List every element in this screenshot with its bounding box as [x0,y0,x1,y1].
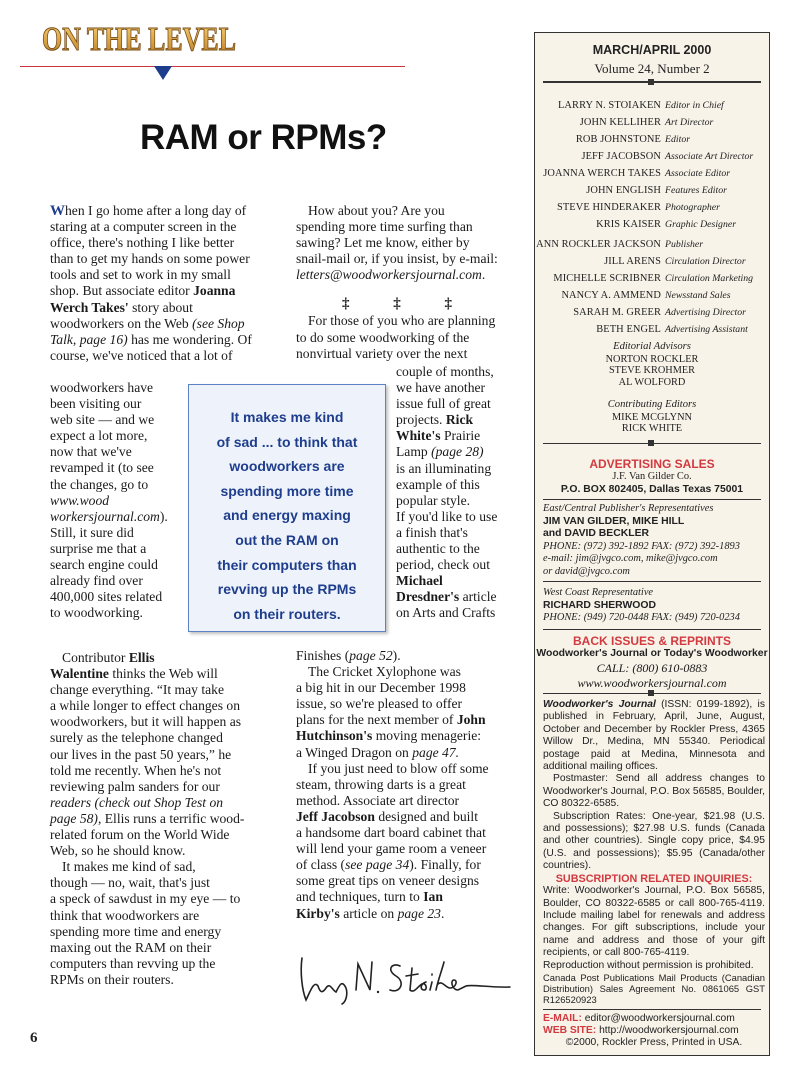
advertising-heading: ADVERTISING SALES [589,457,715,471]
pull-quote-text: It makes me kind of sad ... to think that woodworkers are spending more time and energy maxing out the RAM on their computers than revving up the RPMs on their routers. [216,409,358,622]
contributing-list: MIKE MCGLYNN RICK WHITE [612,412,692,435]
masthead-divider [543,1009,761,1010]
east-email[interactable]: e-mail: jim@jvgco.com, mike@jvgco.com [543,553,718,565]
article-column-2-wrap: couple of months, we have another issue full of great projects. Rick White's Prairie Lamp (page 28) is an illuminating example of this popular style. If you'd like to use a finish that's authentic to the period, check out Michael Dresdner's article on Arts and Crafts [396,364,498,621]
staff-row: LARRY N. STOIAKEN Editor in Chief [557,100,724,111]
column-logo-text: ON THE LEVEL [42,21,236,58]
business-row: MICHELLE SCRIBNER Circulation Marketing [553,273,754,284]
masthead-divider-dot [648,440,654,446]
issue-volume: Volume 24, Number 2 [594,61,710,76]
subscription-heading: SUBSCRIPTION RELATED INQUIRIES: [555,872,753,885]
staff-row: ROB JOHNSTONE Editor [575,134,691,145]
publication-notice: Woodworker's Journal (ISSN: 0199-1892), is published in February, April, June, August, October and December by Rockler Press, 4365 Willow Dr., Medina, MN 55340. Periodical postage paid at Medina, Minnesota and additional mailing offices. Postmaster: Send all address changes to Woodworker's Journal, P.O. Box 56585, Boulder, CO 80322-6585. Subscription Rates: One-year, $21.98 (U.S. and possessions); $27.98 U.S. funds (Canada and other countries). Single copy price, $4.95 (U.S. and possessions); $5.95 (Canada/other countries). SUBSCRIPTION RELATED INQUIRIES: Write: Woodworker's Journal, P.O. Box 56585, Boulder, CO 80322-6585 or call 800-765-4119. Include mailing label for renewals and address changes. For gift subscriptions, include your name and address and those of your gift recipients, or call 800-765-4119. Reproduction without permission is prohibited. Canada Post Publications Mail Products (Canadian Distribution) Sales Agreement No. 0861065 GST R126520923 [543,699,765,1005]
editor-signature [296,950,526,1006]
website-link[interactable]: http://woodworkersjournal.com [599,1025,739,1037]
pull-quote-box [188,384,386,632]
masthead-divider-dot [648,690,654,696]
staff-row: STEVE HINDERAKER Photographer [556,202,720,213]
east-reps: East/Central Publisher's Representatives JIM VAN GILDER, MIKE HILL and DAVID BECKLER PHONE: (972) 392-1892 FAX: (972) 392-1893 e-mail: jim@jvgco.com, mike@jvgco.com or david@jvgco.com [543,503,765,579]
letters-email-link[interactable]: letters@woodworkersjournal.com [296,267,482,283]
article-column-2: How about you? Are you spending more time surfing than sawing? Let me know, either by snail-mail or, if you insist, by e-mail: letters@woodworkersjournal.com. For those of you who are planning to do some woodworking of the nonvirtual variety over the next [296,203,498,361]
contributing-heading: Contributing Editors [607,399,697,410]
business-row: ANN ROCKLER JACKSON Publisher [536,239,704,250]
staff-row: JOHN ENGLISH Features Editor [586,185,727,196]
staff-row: JEFF JACOBSON Associate Art Director [581,151,754,162]
business-row: BETH ENGEL Advertising Assistant [596,324,748,335]
masthead-divider [543,629,761,630]
advisors-heading: Editorial Advisors [613,341,691,352]
editor-email[interactable]: editor@woodworkersjournal.com [584,1013,735,1024]
masthead [534,32,770,1056]
advertising-company: J.F. Van Gilder Co. [612,471,692,482]
back-issues-sub: Woodworker's Journal or Today's Woodworker [536,648,768,659]
masthead-divider [543,581,761,582]
business-row: SARAH M. GREER Advertising Director [573,307,746,318]
masthead-divider [543,499,761,500]
header-triangle [154,66,172,80]
drop-initial: W [50,203,65,219]
page-number: 6 [30,1030,38,1046]
header-rule [20,66,405,67]
masthead-footer: E-MAIL: editor@woodworkersjournal.com WEB SITE: http://woodworkersjournal.com ©2000, Rockler Press, Printed in USA. [543,1013,743,1049]
advertising-address: P.O. BOX 802405, Dallas Texas 75001 [560,484,744,495]
staff-row: JOANNA WERCH TAKES Associate Editor [543,168,731,179]
headline: RAM or RPMs? [140,118,387,157]
issue-date: MARCH/APRIL 2000 [592,43,712,57]
masthead-divider-dot [648,79,654,85]
column-logo [40,14,240,58]
staff-row: KRIS KAISER Graphic Designer [596,219,737,230]
article-column-2-lower: Finishes (page 52). The Cricket Xylophone was a big hit in our December 1998 issue, so we're pleased to offer plans for the next member of John Hutchinson's moving menagerie: a Winged Dragon on page 47. If you just need to blow off some steam, throwing darts is a great method. Associate art director Jeff Jacobson designed and built a handsome dart board cabinet that will lend your game room a veneer of class (see page 34). Finally, for some great tips on veneer designs and techniques, turn to Ian Kirby's article on page 23. [296,648,489,921]
west-rep: West Coast Representative RICHARD SHERWOOD PHONE: (949) 720-0448 FAX: (949) 720-0234 [543,587,740,624]
back-issues-call: CALL: (800) 610-0883 [596,661,708,675]
article-column-1-lower: Contributor Ellis Walentine thinks the Web will change everything. “It may take a while longer to effect changes on woodworkers, but it will happen as surely as the telephone changed our lives in the past 50 years,” he told me recently. When he's not reviewing palm sanders for our readers (check out Shop Test on page 58), Ellis runs a terrific wood- related forum on the World Wide Web, so he should know. It makes me kind of sad, though — no, wait, that's just a speck of sawdust in my eye — to think that woodworkers are spending more time and energy maxing out the RAM on their computers than revving up the RPMs on their routers. [50,650,245,987]
advisors-list: NORTON ROCKLER STEVE KROHMER AL WOLFORD [605,354,699,388]
article-column-1: When I go home after a long day of staring at a computer screen in the office, there's nothing I like better than to get my hands on some power tools and set to work in my small shop. But associate editor Joanna Werch Takes' story about woodworkers on the Web (see Shop Talk, page 16) has me wondering. Of course, we've noticed that a lot of [50,203,252,363]
business-row: JILL ARENS Circulation Director [604,256,746,267]
business-row: NANCY A. AMMEND Newsstand Sales [561,290,731,301]
staff-row: JOHN KELLIHER Art Director [579,117,714,128]
article-column-1-wrap: woodworkers have been visiting our web site — and we expect a lot more, now that we've revamped it (to see the changes, go to www.wood workersjournal.com). Still, it sure did surprise me that a search engine could already find over 400,000 sites related to woodworking. [50,380,168,621]
back-issues-web[interactable]: www.woodworkersjournal.com [577,676,727,690]
section-dingbats: ‡ ‡ ‡ [342,296,472,312]
back-issues-heading: BACK ISSUES & REPRINTS [572,634,732,648]
